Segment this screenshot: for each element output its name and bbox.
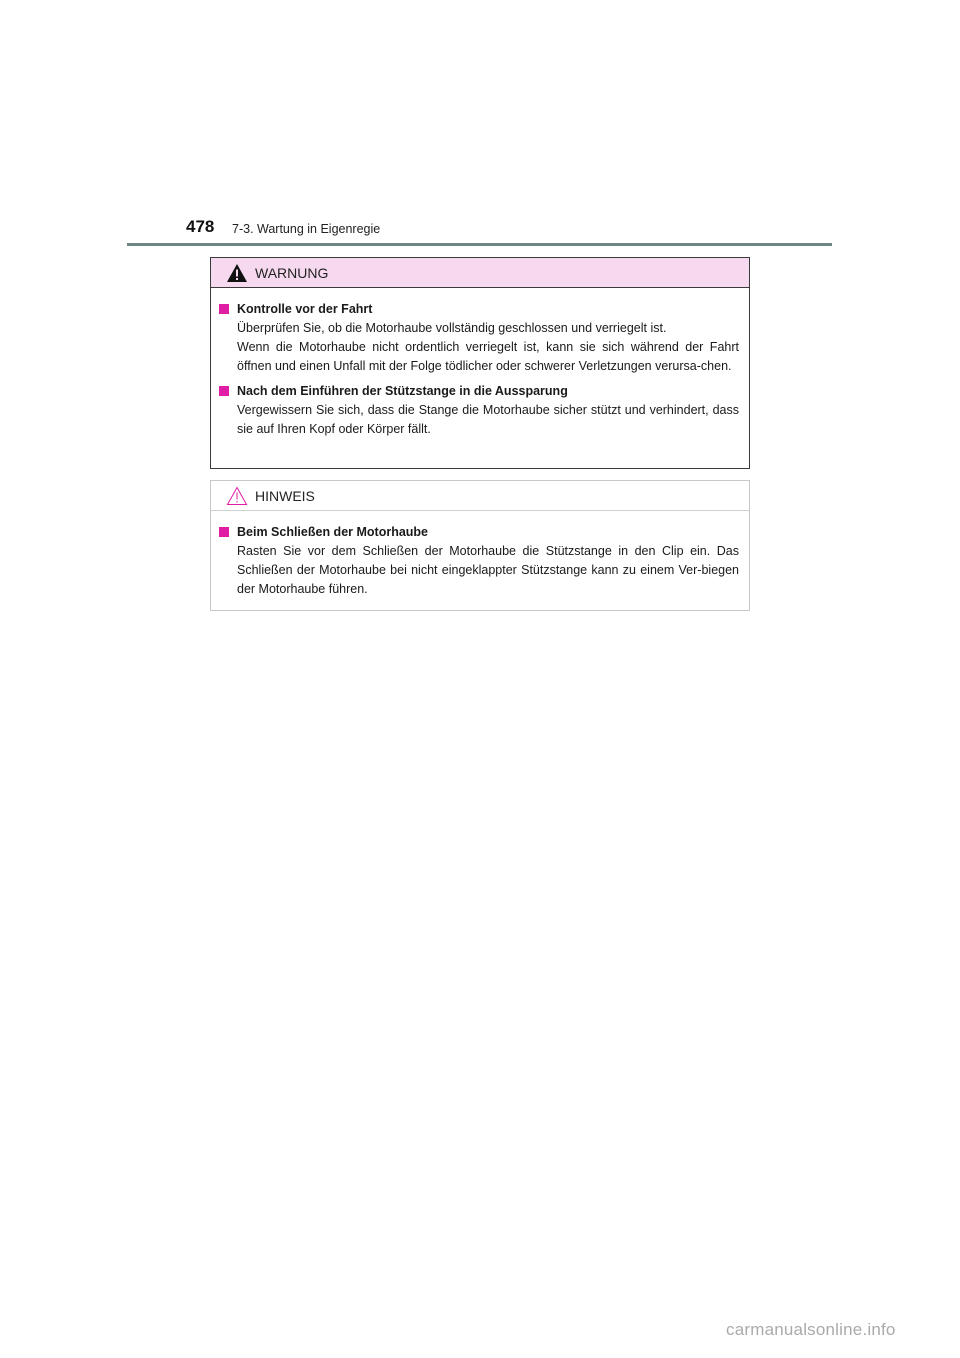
section-title: 7-3. Wartung in Eigenregie — [232, 222, 381, 236]
notice-box — [210, 480, 750, 611]
list-item — [217, 523, 739, 599]
notice-body — [211, 511, 749, 599]
caution-triangle-outline-icon — [226, 486, 248, 506]
list-item — [217, 300, 739, 376]
square-bullet-icon — [219, 304, 229, 314]
page-number: 478 — [186, 217, 215, 236]
item-text: Rasten Sie vor dem Schließen der Motorhaube die Stützstange in den Clip ein. Das Schließen der Motorhaube bei nicht eingeklappter Stützstange kann zu einem Ver-biegen der Motorhaube führen. — [237, 544, 739, 596]
item-heading: Kontrolle vor der Fahrt — [217, 300, 739, 319]
warning-triangle-icon — [226, 263, 248, 283]
item-heading: Nach dem Einführen der Stützstange in die Aussparung — [217, 382, 739, 401]
item-text: Vergewissern Sie sich, dass die Stange die Motorhaube sicher stützt und verhindert, dass sie auf Ihren Kopf oder Körper fällt. — [237, 403, 739, 436]
square-bullet-icon — [219, 386, 229, 396]
square-bullet-icon — [219, 527, 229, 537]
item-heading: Beim Schließen der Motorhaube — [217, 523, 739, 542]
warning-body — [211, 288, 749, 439]
header-rule — [127, 243, 832, 246]
item-text: Überprüfen Sie, ob die Motorhaube vollständig geschlossen und verriegelt ist. Wenn die Motorhaube nicht ordentlich verriegelt ist, kann sie sich während der Fahrt öffnen und einen Unfall mit der Folge tödlicher oder schwerer Verletzungen verursa-chen. — [237, 321, 739, 373]
list-item — [217, 382, 739, 439]
notice-header — [211, 481, 749, 511]
warning-box — [210, 257, 750, 469]
warning-label: WARNUNG — [255, 265, 329, 281]
warning-header — [211, 258, 749, 288]
notice-label: HINWEIS — [255, 488, 315, 504]
watermark: carmanualsonline.info — [726, 1320, 896, 1339]
